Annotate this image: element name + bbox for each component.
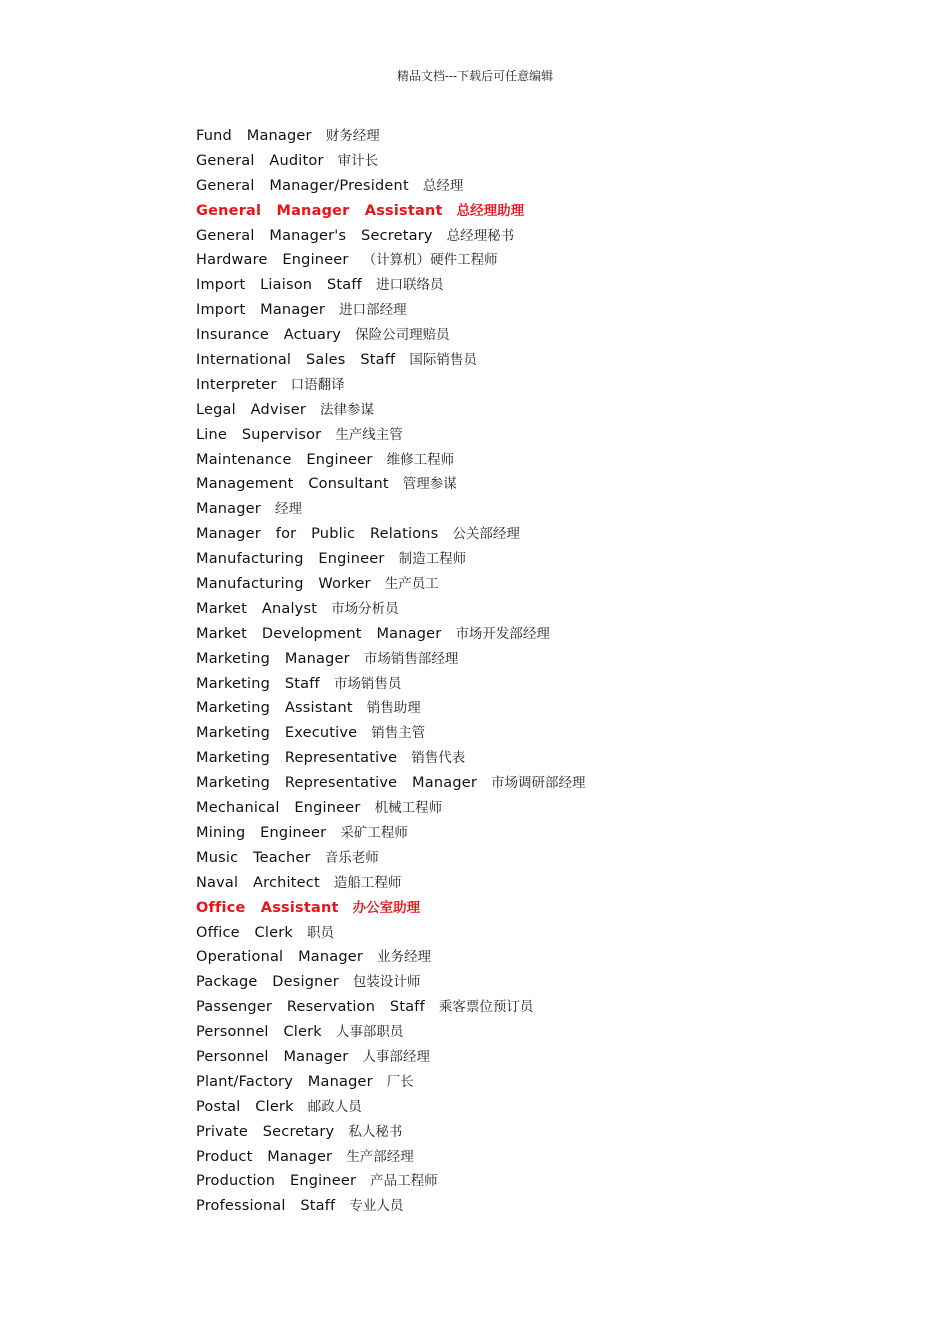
english-job-title: Manufacturing Engineer <box>196 551 385 568</box>
chinese-job-title: 办公室助理 <box>352 899 421 916</box>
list-item <box>196 448 586 473</box>
english-job-title: Manager <box>196 501 261 518</box>
chinese-job-title: 产品工程师 <box>370 1173 438 1190</box>
english-job-title: General Auditor <box>196 152 324 169</box>
english-job-title: Maintenance Engineer <box>196 451 373 468</box>
chinese-job-title: 经理 <box>274 501 302 518</box>
list-item <box>196 846 586 871</box>
english-job-title: Marketing Staff <box>196 675 320 692</box>
english-job-title: Legal Adviser <box>196 401 306 418</box>
list-item <box>196 921 586 946</box>
english-job-title: Private Secretary <box>196 1123 335 1140</box>
list-item <box>196 771 586 796</box>
list-item <box>196 1020 586 1045</box>
list-item <box>196 323 586 348</box>
list-item <box>196 1120 586 1145</box>
english-job-title: Manager for Public Relations <box>196 526 439 543</box>
english-job-title: International Sales Staff <box>196 352 396 369</box>
chinese-job-title: 总经理助理 <box>456 202 525 219</box>
list-item <box>196 472 586 497</box>
list-item <box>196 1070 586 1095</box>
english-job-title: Import Manager <box>196 302 326 319</box>
list-item <box>196 721 586 746</box>
chinese-job-title: 业务经理 <box>377 949 432 966</box>
list-item <box>196 970 586 995</box>
chinese-job-title: 总经理 <box>422 177 464 194</box>
chinese-job-title: 总经理秘书 <box>446 227 515 244</box>
list-item <box>196 572 586 597</box>
list-item <box>196 821 586 846</box>
english-job-title: Naval Architect <box>196 874 320 891</box>
english-job-title: Fund Manager <box>196 128 312 144</box>
list-item <box>196 945 586 970</box>
chinese-job-title: 管理参谋 <box>402 476 457 493</box>
english-job-title: Market Development Manager <box>196 625 442 642</box>
chinese-job-title: 职员 <box>307 924 334 941</box>
english-job-title: Interpreter <box>196 376 277 393</box>
chinese-job-title: 市场分析员 <box>331 600 399 617</box>
list-item <box>196 149 586 174</box>
chinese-job-title: 人事部职员 <box>335 1024 404 1041</box>
list-item <box>196 373 586 398</box>
list-item <box>196 995 586 1020</box>
chinese-job-title: 乘客票位预订员 <box>438 999 534 1016</box>
chinese-job-title: 维修工程师 <box>386 451 455 468</box>
list-item <box>196 124 586 149</box>
list-item <box>196 174 586 199</box>
chinese-job-title: 法律参谋 <box>320 401 374 418</box>
english-job-title: Market Analyst <box>196 600 318 617</box>
chinese-job-title: 造船工程师 <box>333 874 402 891</box>
list-item <box>196 871 586 896</box>
list-item <box>196 597 586 622</box>
chinese-job-title: 人事部经理 <box>362 1048 430 1065</box>
list-item <box>196 647 586 672</box>
english-job-title: Office Clerk <box>196 924 293 941</box>
english-job-title: Operational Manager <box>196 949 364 966</box>
chinese-job-title: 机械工程师 <box>374 800 443 817</box>
list-item <box>196 423 586 448</box>
english-job-title: Mining Engineer <box>196 824 327 841</box>
list-item <box>196 672 586 697</box>
english-job-title: Music Teacher <box>196 849 311 866</box>
list-item <box>196 298 586 323</box>
chinese-job-title: 审计长 <box>337 152 379 169</box>
english-job-title: Product Manager <box>196 1148 333 1165</box>
english-job-title: Professional Staff <box>196 1198 336 1215</box>
list-item <box>196 522 586 547</box>
list-item <box>196 696 586 721</box>
english-job-title: Hardware Engineer <box>196 252 349 269</box>
english-job-title: Line Supervisor <box>196 426 322 443</box>
page-header: 精品文档---下载后可任意编辑 <box>396 69 554 83</box>
chinese-job-title: 保险公司理赔员 <box>355 327 450 344</box>
english-job-title: Plant/Factory Manager <box>196 1073 373 1090</box>
chinese-job-title: 销售助理 <box>366 700 421 717</box>
chinese-job-title: 公关部经理 <box>452 526 520 543</box>
chinese-job-title: 采矿工程师 <box>340 824 408 841</box>
chinese-job-title: 包装设计师 <box>352 974 421 991</box>
list-item <box>196 497 586 522</box>
english-job-title: Passenger Reservation Staff <box>196 999 425 1016</box>
chinese-job-title: 厂长 <box>386 1073 414 1090</box>
english-job-title: Marketing Representative <box>196 750 398 767</box>
english-job-title: Marketing Assistant <box>196 700 353 717</box>
english-job-title: Personnel Clerk <box>196 1024 322 1041</box>
chinese-job-title: 生产员工 <box>384 576 439 593</box>
list-item <box>196 398 586 423</box>
list-item <box>196 1194 586 1219</box>
list-item <box>196 1145 586 1170</box>
list-item <box>196 1045 586 1070</box>
chinese-job-title: 私人秘书 <box>348 1123 403 1140</box>
chinese-job-title: 进口联络员 <box>375 277 444 294</box>
chinese-job-title: 销售代表 <box>411 750 466 767</box>
english-job-title: Insurance Actuary <box>196 327 342 344</box>
english-job-title: Postal Clerk <box>196 1098 294 1115</box>
list-item <box>196 224 586 249</box>
english-job-title: Marketing Manager <box>196 650 350 667</box>
english-job-title: Marketing Executive <box>196 725 358 742</box>
list-item <box>196 199 586 224</box>
job-title-list <box>196 124 586 1219</box>
chinese-job-title: 国际销售员 <box>409 352 477 369</box>
english-job-title: General Manager/President <box>196 177 409 194</box>
chinese-job-title: 财务经理 <box>325 128 380 144</box>
list-item <box>196 1169 586 1194</box>
list-item <box>196 547 586 572</box>
chinese-job-title: 音乐老师 <box>324 849 379 866</box>
chinese-job-title: 制造工程师 <box>398 551 467 568</box>
english-job-title: Manufacturing Worker <box>196 576 371 593</box>
chinese-job-title: 市场开发部经理 <box>455 625 550 642</box>
english-job-title: Import Liaison Staff <box>196 277 362 294</box>
chinese-job-title: 生产线主管 <box>335 426 403 443</box>
chinese-job-title: 市场调研部经理 <box>491 775 586 792</box>
chinese-job-title: 进口部经理 <box>339 302 407 319</box>
chinese-job-title: 口语翻译 <box>290 376 345 393</box>
english-job-title: Marketing Representative Manager <box>196 775 478 792</box>
chinese-job-title: 销售主管 <box>371 725 426 742</box>
english-job-title: Package Designer <box>196 974 339 991</box>
chinese-job-title: 市场销售员 <box>333 675 402 692</box>
english-job-title: Personnel Manager <box>196 1048 349 1065</box>
list-item <box>196 746 586 771</box>
list-item <box>196 273 586 298</box>
list-item <box>196 896 586 921</box>
chinese-job-title: 专业人员 <box>349 1198 404 1215</box>
chinese-job-title: 市场销售部经理 <box>363 650 459 667</box>
list-item <box>196 1095 586 1120</box>
english-job-title: Production Engineer <box>196 1173 357 1190</box>
english-job-title: Office Assistant <box>196 899 339 916</box>
chinese-job-title: （计算机）硬件工程师 <box>362 252 498 269</box>
list-item <box>196 248 586 273</box>
english-job-title: General Manager Assistant <box>196 202 443 219</box>
english-job-title: General Manager's Secretary <box>196 227 433 244</box>
list-item <box>196 622 586 647</box>
english-job-title: Mechanical Engineer <box>196 800 361 817</box>
list-item <box>196 348 586 373</box>
chinese-job-title: 生产部经理 <box>346 1148 414 1165</box>
english-job-title: Management Consultant <box>196 476 389 493</box>
chinese-job-title: 邮政人员 <box>307 1098 362 1115</box>
list-item <box>196 796 586 821</box>
